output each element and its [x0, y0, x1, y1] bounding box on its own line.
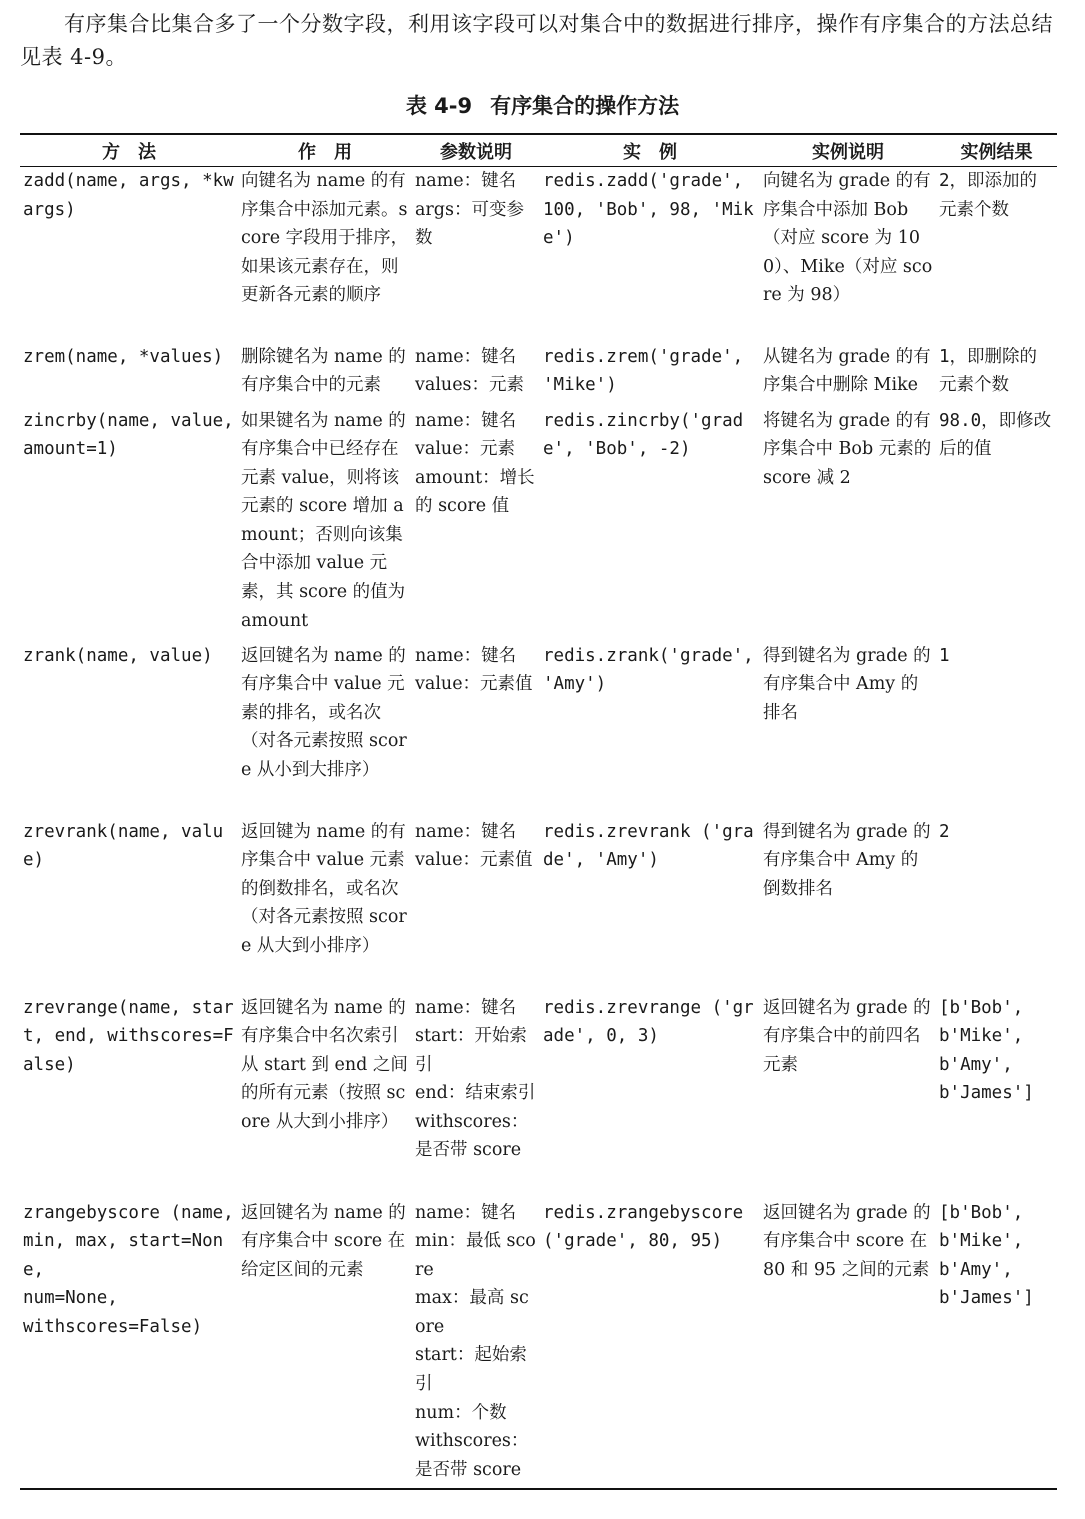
purpose-cell: 返回键名为 name 的有序集合中 score 在给定区间的元素	[241, 1202, 406, 1280]
example-result-cell: 2，即添加的元素个数	[939, 171, 1038, 220]
header-example: 实 例	[540, 134, 760, 167]
table-row	[20, 642, 1057, 818]
example-note-cell: 返回键名为 grade 的有序集合中的前四名元素	[763, 997, 931, 1075]
example-cell: redis.zrank('grade', 'Amy')	[543, 645, 754, 695]
purpose-cell: 删除键名为 name 的有序集合中的元素	[241, 346, 406, 396]
table-row	[20, 343, 1057, 407]
sorted-set-methods-table	[20, 133, 1057, 1490]
example-cell: redis.zrevrange ('grade', 0, 3)	[543, 997, 754, 1047]
example-note-cell: 得到键名为 grade 的有序集合中 Amy 的排名	[763, 645, 931, 723]
example-result-cell: 2	[939, 821, 950, 842]
method-cell: zrem(name, *values)	[23, 346, 224, 367]
params-cell: name：键名 value：元素 amount：增长的 score 值	[415, 410, 535, 517]
example-result-cell: 1，即删除的元素个数	[939, 346, 1038, 396]
params-cell: name：键名 start：开始索引 end：结束索引 withscores：是否带 score	[415, 997, 536, 1161]
method-cell: zrevrank(name, value)	[23, 821, 224, 871]
example-note-cell: 返回键名为 grade 的有序集合中 score 在 80 和 95 之间的元素	[763, 1202, 931, 1280]
purpose-cell: 返回键名为 name 的有序集合中 value 元素的排名，或名次（对各元素按照 score 从小到大排序）	[241, 645, 407, 780]
example-cell: redis.zadd('grade', 100, 'Bob', 98, 'Mike')	[543, 171, 754, 249]
params-cell: name：键名 args：可变参数	[415, 171, 524, 249]
params-cell: name：键名 value：元素值	[415, 645, 533, 695]
header-method: 方 法	[20, 134, 238, 167]
example-cell: redis.zincrby('grade', 'Bob', -2)	[543, 410, 744, 460]
purpose-cell: 返回键为 name 的有序集合中 value 元素的倒数排名，或名次（对各元素按照 score 从大到小排序）	[241, 821, 407, 956]
intro-paragraph: 有序集合比集合多了一个分数字段，利用该字段可以对集合中的数据进行排序，操作有序集合的方法总结见表 4-9。	[20, 12, 1053, 69]
example-result-cell: 98.0，即修改后的值	[939, 410, 1052, 460]
method-cell: zadd(name, args, *kwargs)	[23, 171, 234, 220]
method-cell: zincrby(name, value, amount=1)	[23, 410, 234, 460]
example-note-cell: 从键名为 grade 的有序集合中删除 Mike	[763, 346, 931, 396]
params-cell: name：键名 min：最低 score max：最高 score start：起始索引 num：个数 withscores：是否带 score	[415, 1202, 536, 1480]
header-params: 参数说明	[412, 134, 540, 167]
table-row	[20, 1199, 1057, 1489]
purpose-cell: 向键名为 name 的有序集合中添加元素。score 字段用于排序，如果该元素存在，则更新各元素的顺序	[241, 171, 409, 306]
table-caption-title: 有序集合的操作方法	[490, 94, 680, 118]
table-row	[20, 818, 1057, 994]
header-example-result: 实例结果	[936, 134, 1057, 167]
header-example-note: 实例说明	[760, 134, 936, 167]
example-cell: redis.zrangebyscore ('grade', 80, 95)	[543, 1202, 744, 1252]
purpose-cell: 返回键名为 name 的有序集合中名次索引从 start 到 end 之间的所有元素（按照 score 从大到小排序）	[241, 997, 408, 1132]
example-cell: redis.zrem('grade', 'Mike')	[543, 346, 744, 396]
method-cell: zrangebyscore (name, min, max, start=None, num=None, withscores=False)	[23, 1202, 234, 1337]
example-result-cell: [b'Bob', b'Mike', b'Amy', b'James']	[939, 997, 1034, 1104]
params-cell: name：键名 values：元素	[415, 346, 525, 396]
table-header-row	[20, 134, 1057, 167]
method-cell: zrank(name, value)	[23, 645, 213, 666]
example-result-cell: [b'Bob', b'Mike', b'Amy', b'James']	[939, 1202, 1034, 1309]
example-result-cell: 1	[939, 645, 950, 666]
table-caption	[0, 91, 1085, 121]
params-cell: name：键名 value：元素值	[415, 821, 533, 871]
table-row	[20, 407, 1057, 642]
method-cell: zrevrange(name, start, end, withscores=False)	[23, 997, 234, 1075]
example-cell: redis.zrevrank ('grade', 'Amy')	[543, 821, 754, 871]
header-purpose: 作 用	[238, 134, 412, 167]
example-note-cell: 将键名为 grade 的有序集合中 Bob 元素的 score 减 2	[763, 410, 932, 488]
example-note-cell: 得到键名为 grade 的有序集合中 Amy 的倒数排名	[763, 821, 931, 899]
table-row	[20, 994, 1057, 1199]
purpose-cell: 如果键名为 name 的有序集合中已经存在元素 value，则将该元素的 score 增加 amount；否则向该集合中添加 value 元素，其 score 的值为 amount	[241, 410, 406, 631]
example-note-cell: 向键名为 grade 的有序集合中添加 Bob（对应 score 为 100）、Mike（对应 score 为 98）	[763, 171, 933, 306]
table-row	[20, 167, 1057, 343]
table-caption-number: 表 4-9	[405, 94, 473, 118]
